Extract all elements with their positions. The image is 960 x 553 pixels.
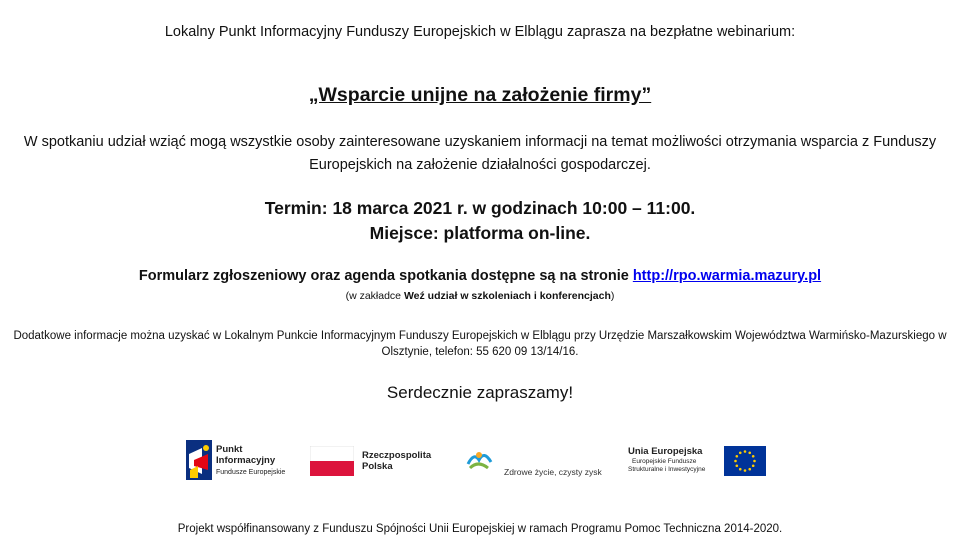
- term-place: Miejsce: platforma on-line.: [369, 223, 591, 243]
- term-block: [0, 196, 960, 246]
- ue-line1: Unia Europejska: [628, 446, 703, 457]
- pi-line2: Informacyjny: [216, 455, 276, 466]
- tab-note-bold: Weź udział w szkoleniach i konferencjach: [403, 290, 611, 302]
- logo-strip: [0, 438, 960, 488]
- tab-note: [0, 290, 960, 302]
- tab-note-suffix: ): [610, 290, 615, 302]
- pl-line2: Polska: [362, 461, 393, 472]
- pi-line3: Fundusze Europejskie: [216, 469, 286, 476]
- ue-line2: Europejskie Fundusze: [632, 458, 697, 465]
- punkt-informacyjny-logo: [186, 438, 296, 486]
- term-date: Termin: 18 marca 2021 r. w godzinach 10:00 – 11:00.: [264, 198, 696, 218]
- wm-slogan: Zdrowe życie, czysty zysk: [504, 467, 602, 477]
- warmia-mazury-emblem-icon: [464, 446, 494, 476]
- ue-line3: Strukturalne i Inwestycyjne: [628, 466, 706, 473]
- intro-text: Lokalny Punkt Informacyjny Funduszy Europejskich w Elblągu zaprasza na bezpłatne webinarium:: [164, 24, 796, 40]
- website-link[interactable]: http://rpo.warmia.mazury.pl: [632, 268, 822, 284]
- unia-europejska-logo: [626, 438, 768, 486]
- eu-flag-icon: [724, 446, 766, 476]
- webinar-title: „Wsparcie unijne na założenie firmy”: [308, 84, 652, 106]
- invite-text: Serdecznie zapraszamy!: [386, 383, 574, 402]
- extra-info-text: Dodatkowe informacje można uzyskać w Lokalnym Punkcie Informacyjnym Funduszy Europejskich w Elblągu przy Urzędzie Marszałkowskim Województwa Warmińsko-Mazurskiego w Olsztynie, telefon: 55 620 09 13/14/16.: [13, 330, 947, 358]
- description-text: W spotkaniu udział wziąć mogą wszystkie osoby zainteresowane uzyskaniem informacji na temat możliwości otrzymania wsparcia z Funduszy Europejskich na założenie działalności gospodarczej.: [23, 134, 937, 173]
- tab-note-prefix: (w zakładce: [345, 290, 402, 302]
- pi-line1: Punkt: [216, 444, 243, 455]
- rzeczpospolita-polska-logo: [308, 438, 448, 486]
- pl-line1: Rzeczpospolita: [362, 450, 432, 461]
- polish-flag-icon: [310, 446, 354, 476]
- warmia-mazury-logo: [462, 438, 607, 486]
- footer-text: Projekt współfinansowany z Funduszu Spójności Unii Europejskiej w ramach Programu Pomoc Techniczna 2014-2020.: [177, 523, 783, 535]
- registration-line: [0, 268, 960, 284]
- fundusze-europejskie-icon: [186, 440, 212, 480]
- registration-text: Formularz zgłoszeniowy oraz agenda spotkania dostępne są na stronie: [138, 268, 629, 284]
